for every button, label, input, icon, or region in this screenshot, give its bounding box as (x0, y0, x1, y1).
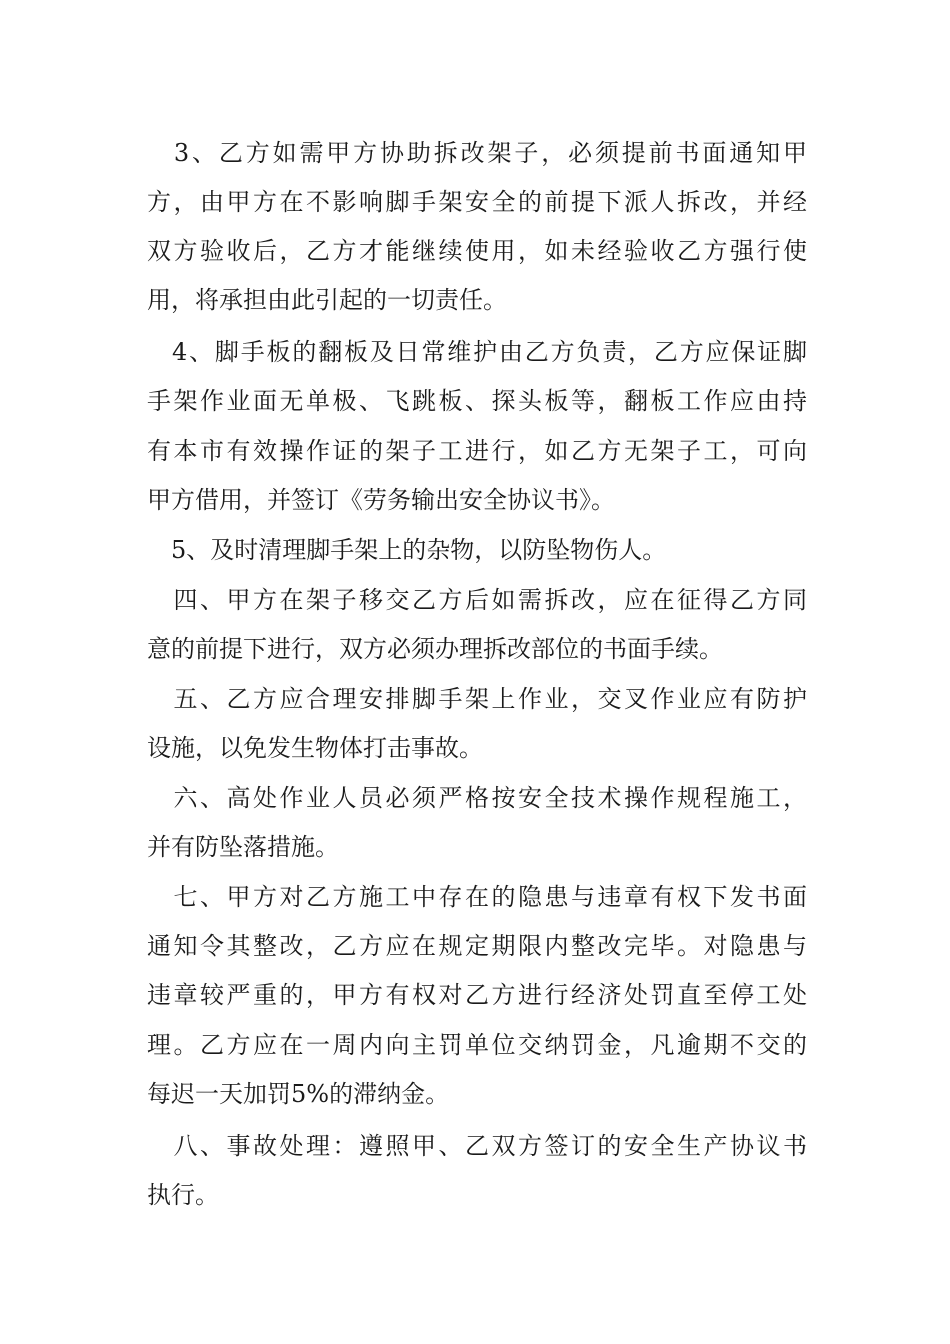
paragraph-4-line-3: 有本市有效操作证的架子工进行，如乙方无架子工，可向 (147, 437, 807, 465)
paragraph-3-line-1: 3、乙方如需甲方协助拆改架子，必须提前书面通知甲 (147, 139, 807, 167)
section-7-line-3: 违章较严重的，甲方有权对乙方进行经济处罚直至停工处 (147, 981, 807, 1009)
paragraph-5-line-1: 5、及时清理脚手架上的杂物，以防坠物伤人。 (147, 536, 667, 564)
paragraph-3-line-3: 双方验收后，乙方才能继续使用，如未经验收乙方强行使 (147, 237, 807, 265)
section-7-line-2: 通知令其整改，乙方应在规定期限内整改完毕。对隐患与 (147, 932, 807, 960)
paragraph-4-line-2: 手架作业面无单极、飞跳板、探头板等，翻板工作应由持 (147, 387, 807, 415)
section-4-line-2: 意的前提下进行，双方必须办理拆改部位的书面手续。 (147, 635, 723, 663)
paragraph-3-line-2: 方，由甲方在不影响脚手架安全的前提下派人拆改，并经 (147, 188, 807, 216)
section-5-line-2: 设施，以免发生物体打击事故。 (147, 734, 483, 762)
section-7-line-1: 七、甲方对乙方施工中存在的隐患与违章有权下发书面 (147, 883, 807, 911)
section-5-line-1: 五、乙方应合理安排脚手架上作业，交叉作业应有防护 (147, 685, 807, 713)
section-6-line-2: 并有防坠落措施。 (147, 833, 339, 861)
section-8-line-2: 执行。 (147, 1181, 219, 1209)
section-8-line-1: 八、事故处理：遵照甲、乙双方签订的安全生产协议书 (147, 1132, 807, 1160)
paragraph-4-line-4: 甲方借用，并签订《劳务输出安全协议书》。 (147, 486, 615, 514)
paragraph-4-line-1: 4、脚手板的翻板及日常维护由乙方负责，乙方应保证脚 (172, 338, 807, 366)
section-7-line-4: 理。乙方应在一周内向主罚单位交纳罚金，凡逾期不交的 (147, 1031, 807, 1059)
section-6-line-1: 六、高处作业人员必须严格按安全技术操作规程施工， (147, 784, 807, 812)
paragraph-3-line-4: 用，将承担由此引起的一切责任。 (147, 286, 507, 314)
section-4-line-1: 四、甲方在架子移交乙方后如需拆改，应在征得乙方同 (147, 586, 807, 614)
section-7-line-5: 每迟一天加罚5%的滞纳金。 (147, 1080, 450, 1108)
